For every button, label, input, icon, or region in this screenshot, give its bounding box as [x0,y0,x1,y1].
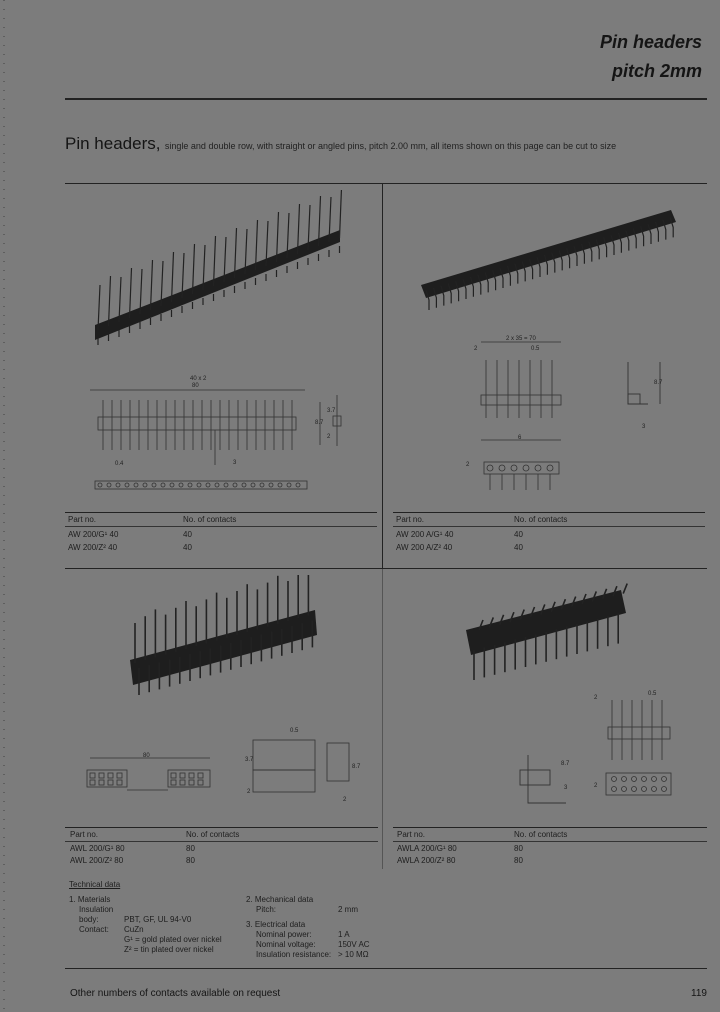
pitch-label: Pitch: [256,905,277,914]
q3-dim-height: 8.7 [352,764,361,770]
q2-dim-square: 0.5 [531,346,540,352]
q2-header-contacts: No. of contacts [514,515,568,524]
q2-figure [386,190,706,510]
q3-header-part: Part no. [70,830,99,839]
q1-row-2-contacts: 40 [183,543,192,552]
tin-plating-note: Z² = tin plated over nickel [124,945,214,954]
power-label: Nominal power: [256,930,312,939]
q1-dim-height: 3.7 [327,408,336,414]
q2-dim-top: 2 x 35 = 70 [506,336,536,342]
resistance-label: Insulation resistance: [256,950,332,959]
technical-title: Technical data [69,880,121,889]
q1-drawing [65,190,380,510]
page-number: 119 [691,988,707,999]
insulation-label: Insulation [79,905,114,914]
body-label: body: [79,915,99,924]
q1-row-1-part: AW 200/G¹ 40 [68,530,119,539]
q3-dim-c: 2 [343,797,347,803]
q2-dim-d: 2 [466,462,470,468]
grid-divider-vertical [382,183,383,568]
q3-row-1-part: AWL 200/G¹ 80 [70,844,125,853]
mechanical-heading: 2. Mechanical data [246,895,314,904]
q2-row-1-part: AW 200 A/G¹ 40 [396,530,454,539]
grid-rule-middle [65,568,707,569]
q4-front-view [594,691,670,760]
footer-note: Other numbers of contacts available on request [70,988,281,999]
voltage-label: Nominal voltage: [256,940,316,949]
q2-drawing [386,190,706,510]
q4-bottom-view [594,773,671,795]
q2-row-2-part: AW 200 A/Z² 40 [396,543,453,552]
q1-row-2-part: AW 200/Z² 40 [68,543,118,552]
resistance-value: > 10 MΩ [338,950,369,959]
power-value: 1 A [338,930,350,939]
q1-dim-length: 80 [192,383,199,389]
q3-front-view [87,753,210,790]
q1-dim-pitch: 40 x 2 [190,376,207,382]
q2-dim-a: 2 [474,346,478,352]
binding-margin-dots [3,0,5,1012]
q1-parts-table [68,515,378,565]
q1-figure [65,190,380,510]
technical-data-left [69,880,239,955]
body-value: PBT, GF, UL 94-V0 [124,915,192,924]
q4-dim-c: 2 [594,783,598,789]
q4-dim-square: 0.5 [648,691,657,697]
q3-row-2-part: AWL 200/Z² 80 [70,856,124,865]
q4-row-1-part: AWLA 200/G¹ 80 [397,844,457,853]
gold-plating-note: G¹ = gold plated over nickel [124,935,222,944]
q3-dim-a: 2 [247,789,251,795]
q2-dim-height: 8.7 [654,380,663,386]
q4-side-view [520,755,570,803]
q1-header-contacts: No. of contacts [183,515,237,524]
q4-header-contacts: No. of contacts [514,830,568,839]
q1-dim-square: 0.4 [115,461,124,467]
q2-bottom-view [466,435,561,490]
q4-header-part: Part no. [397,830,426,839]
q3-detail-view [245,728,361,803]
q4-dim-a: 2 [594,695,598,701]
q2-side-view [628,362,663,430]
q2-row-1-contacts: 40 [514,530,523,539]
intro-description: single and double row, with straight or angled pins, pitch 2.00 mm, all items shown on this page can be cut to size [164,141,617,151]
q3-product-image [130,575,317,695]
q2-front-view [474,336,561,418]
q4-product-image [466,584,627,680]
q4-dim-b: 3 [564,785,568,791]
q4-row-2-part: AWLA 200/Z² 80 [397,856,456,865]
q4-row-2-contacts: 80 [514,856,523,865]
voltage-value: 150V AC [338,940,370,949]
q1-header-part: Part no. [68,515,97,524]
q3-dim-width: 80 [143,753,150,759]
q3-dim-square: 0.5 [290,728,299,734]
q4-parts-table [397,830,707,870]
header-rule [65,98,707,100]
q2-row-2-contacts: 40 [514,543,523,552]
q1-top-view [95,481,307,489]
q2-parts-table [396,515,706,565]
q2-header-part: Part no. [396,515,425,524]
q3-drawing [65,575,380,825]
grid-divider-vertical-lower [382,569,383,869]
grid-rule-top [65,183,707,184]
q1-row-1-contacts: 40 [183,530,192,539]
intro-text [65,134,616,154]
contact-value: CuZn [124,925,144,934]
technical-data-right [246,895,406,960]
q2-dim-b: 3 [642,424,646,430]
q2-product-image [421,210,676,310]
contact-label: Contact: [79,925,109,934]
pitch-value: 2 mm [338,905,358,914]
q4-row-1-contacts: 80 [514,844,523,853]
q1-front-view [90,376,305,467]
materials-heading: 1. Materials [69,895,111,904]
q1-dim-b: 3 [233,460,237,466]
q4-dim-height: 8.7 [561,761,570,767]
electrical-heading: 3. Electrical data [246,920,306,929]
q4-drawing [386,575,706,825]
q3-parts-table [70,830,380,870]
page-subtitle: pitch 2mm [611,61,702,81]
q1-side-view [315,395,341,446]
page-title: Pin headers [599,32,702,52]
q1-product-image [95,190,342,345]
q3-row-2-contacts: 80 [186,856,195,865]
q4-figure [386,575,706,825]
grid-rule-bottom [65,968,707,969]
intro-heading: Pin headers, [65,134,161,153]
q1-dim-c: 2 [327,434,331,440]
q3-header-contacts: No. of contacts [186,830,240,839]
q1-dim-height2: 8.7 [315,420,324,426]
q3-figure [65,575,380,825]
q2-dim-c: 6 [518,435,522,441]
q3-row-1-contacts: 80 [186,844,195,853]
q3-dim-b: 3.7 [245,757,254,763]
